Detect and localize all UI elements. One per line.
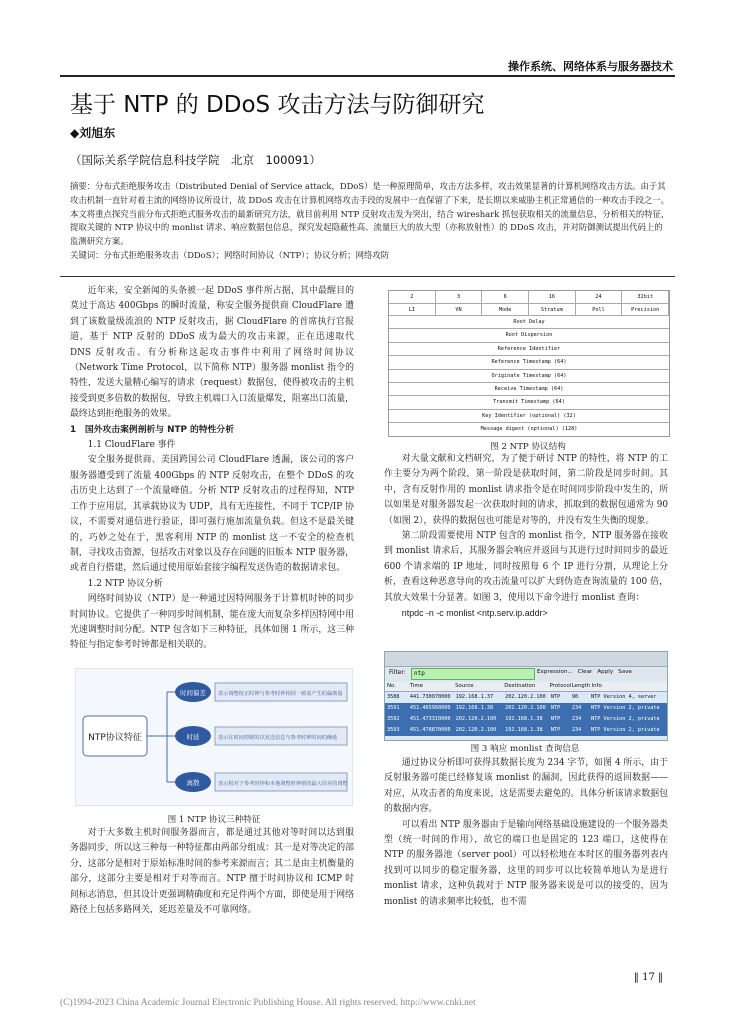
fig3-filter-button: Clear — [577, 669, 593, 675]
fig1-node-1-label: 时间偏差 — [180, 689, 206, 697]
abstract-block — [70, 180, 670, 263]
page-number: ‖ 17 ‖ — [633, 972, 663, 983]
paragraph: 对于大多数主机时间服务器而言，都是通过其他对等时间以达到服务器同步，所以这三种每一种特征都由两部分组成：其一是对等决定的部分，这部分是相对于原始标准时间的参考来源而言；其二是由主机衡量的部分，这部分主要是相对于对等而言。NTP 擅于时间协议和 ICMP 时间标志消息，但其设计更强调精确度和充足件两个方面，即使是用于网络路径上包括多路网关，延迟差量及不可靠网络。 — [70, 828, 354, 916]
fig2-cell: VN — [436, 304, 483, 316]
fig3-packet-cell: NTP Version 2, private — [590, 727, 660, 733]
fig3-column-label: Info — [591, 683, 602, 689]
fig3-filter-label: Filter: — [389, 669, 406, 676]
figure-1-caption: 图 1 NTP 协议三种特征 — [167, 815, 261, 825]
fig2-field-row: Key Identifier (optional) (32) — [389, 409, 669, 422]
paragraph: 可以看出 NTP 服务器由于是输向网络基础设施建设的一个服务器类型（统一时间的作用），故它的端口也是固定的 123 端口，这使得在 NTP 的服务器池（server pool）可以轻松地在本时区的服务器列表内找到可以同步的稳定服务器，这里的同步可以比较简单地认为是进行 monlist 请求，这种负载对于 NTP 服务器来说是可以的接受的，因为 monlist 的请求频率比较低，也不需 — [384, 819, 668, 907]
fig3-packet-cell: 3593 — [387, 727, 400, 733]
fig1-center-label: NTP协议特征 — [88, 733, 142, 743]
fig1-node-3-label: 离散 — [186, 779, 200, 787]
fig3-column-label: Destination — [504, 683, 536, 689]
subsection-heading: 1.1 CloudFlare 事件 — [87, 440, 176, 451]
fig3-packet-cell: 192.168.1.38 — [455, 705, 494, 711]
fig3-column-label: No. — [387, 683, 396, 689]
fig3-packet-row — [385, 714, 667, 725]
fig3-packet-cell: 202.120.2.100 — [505, 694, 546, 700]
right-column — [384, 452, 668, 621]
fig2-field-row: Root Delay — [389, 315, 669, 328]
figure-2 — [388, 290, 670, 437]
fig3-filter-button: Expression... — [537, 669, 573, 675]
fig2-bit-row — [389, 291, 669, 303]
figure-1 — [75, 668, 353, 806]
paragraph: 通过协议分析即可获得其数据长度为 234 字节，如图 4 所示，由于反射服务器可能已经修复该 monlist 的漏洞，因此获得的返回数据——对应，从攻击者的角度来说，这是需要去避免的。具体分析该请求数据包的数据内容。 — [384, 758, 668, 815]
fig2-cell: Stratum — [529, 304, 576, 316]
fig3-filter-button: Save — [618, 669, 632, 675]
figure-2-caption: 图 2 NTP 协议结构 — [490, 442, 566, 452]
fig3-toolbar — [385, 652, 667, 667]
paragraph: 网络时间协议（NTP）是一种通过因特网服务于计算机时钟的同步时间协议。它提供了一种同步时间机制，能在庞大而复杂多样因特网中用光速调整时间分配。NTP 包含如下三种特征，具体如图 1 所示，这三种特征与指定参考时钟都是相关联的。 — [70, 594, 354, 651]
header-rule — [60, 75, 675, 77]
fig3-column-label: Protocol — [549, 683, 572, 689]
article-title: 基于 NTP 的 DDoS 攻击方法与防御研究 — [70, 92, 485, 118]
fig1-desc-2: 表示在时间控制的以发送信息与参考时钟时间的确延 — [218, 735, 338, 741]
fig3-packet-cell: NTP Version 4, server — [590, 694, 657, 700]
fig2-cell: 16 — [529, 291, 576, 303]
fig2-field-row: Root Dispersion — [389, 328, 669, 341]
fig3-packet-cell: 202.120.2.100 — [505, 705, 546, 711]
fig3-column-label: Length — [571, 683, 591, 689]
left-column-lower — [70, 826, 354, 918]
fig2-cell: LI — [389, 304, 436, 316]
fig3-packet-cell: NTP Version 2, private — [590, 716, 660, 722]
fig3-packet-cell: 3591 — [387, 705, 400, 711]
fig3-column-label: Time — [409, 683, 423, 689]
right-column-lower — [384, 756, 668, 910]
fig2-field-row: Originate Timestamp (64) — [389, 369, 669, 382]
fig3-packet-cell: 3592 — [387, 716, 400, 722]
fig3-packet-cell: 234 — [571, 727, 582, 733]
fig3-packet-cell: 192.168.1.38 — [505, 727, 543, 733]
abstract-rule — [60, 276, 675, 277]
fig2-cell: 32bit — [622, 291, 669, 303]
fig2-cell: 24 — [576, 291, 623, 303]
fig2-cell: 3 — [436, 291, 483, 303]
fig3-packet-cell: 3588 — [387, 694, 400, 700]
fig2-cell: 6 — [482, 291, 529, 303]
fig2-field-row: Receive Timestamp (64) — [389, 382, 669, 395]
fig2-cell: 2 — [389, 291, 436, 303]
fig3-filter-button: Apply — [597, 669, 614, 675]
figure-3 — [384, 651, 668, 741]
fig3-packet-cell: 451.465960000 — [409, 705, 451, 711]
fig3-packet-list — [385, 692, 667, 736]
author: ◆刘旭东 — [70, 126, 116, 140]
fig2-field-row: Reference Identifier — [389, 342, 669, 355]
fig3-filter-buttons — [537, 669, 632, 675]
fig3-packet-cell: 90 — [571, 694, 579, 700]
fig1-node-2-label: 时延 — [186, 733, 200, 741]
figure-3-caption: 图 3 响应 monlist 查询信息 — [470, 744, 580, 754]
fig3-packet-cell: 451.473310000 — [409, 716, 451, 722]
fig1-desc-3: 表示相对于参考时钟和本地调整时钟值的最大误差的调整 — [218, 781, 348, 787]
fig3-column-label: Source — [455, 683, 474, 689]
fig3-packet-row — [385, 703, 667, 714]
fig3-packet-cell: 234 — [571, 716, 582, 722]
fig2-cell: Precision — [622, 304, 669, 316]
fig2-cell: Poll — [576, 304, 623, 316]
fig2-field-row: Reference Timestamp (64) — [389, 355, 669, 368]
fig1-desc-1: 表示调整校正时钟与参考时钟相同一致需产生的偏离量 — [218, 691, 343, 697]
paragraph: 对大量文献和文档研究，为了便于研讨 NTP 的特性，将 NTP 的工作主要分为两个阶段，第一阶段是获取时间，第二阶段是同步时间。其中，含有反射作用的 monlist 请求指令是在时间同步阶段中发生的，所以如果是对服务器发起一次获取时间的请求，抓取到的数据包通常为 90（如图 2），获得的数据包也可能是对等的，并没有发生失衡的现象。 — [384, 454, 668, 526]
fig3-column-header — [385, 682, 667, 692]
command-line: ntpdc -n -c monlist <ntp.serv.ip.addr> — [401, 608, 548, 619]
paragraph: 安全服务提供商、美国跨国公司 CloudFlare 透漏，该公司的客户服务器遭受到了流量 400Gbps 的 NTP 反射攻击，在整个 DDoS 的攻击历史上达到了一个流量峰值。分析 NTP 反射攻击的过程得知，NTP 工作于应用层，其承载协议为 UDP，具有无连接性，不同于 TCP/IP 协议，不需要对通信进行验证，即可强行施加流量负载。但这不是最关键的，巧妙之处在于，黑客利用 NTP 的 monlist 这一不安全的检查机制，寻找攻击资源，包括攻击对象以及存在问题的旧版本 NTP 服务器，或者自行搭建，然后通过使用原始套接字编程发送伪造的数据请求包。 — [70, 455, 354, 574]
abstract-text: 摘要：分布式拒绝服务攻击（Distributed Denial of Service attack，DDoS）是一种原理简单，攻击方法多样，攻击效果显著的计算机网络攻击方法。由于其攻击机制一直针对着主流的网络协议所设计，故 DDoS 攻击在计算机网络攻击手段的发展中一直保留了下来，是长期以来威胁主机正常通信的一种攻击手段之一。本文将重点探究当前分布式拒绝式服务攻击的最新研究方法，就目前利用 NTP 反射攻击发为突出，结合 wireshark 抓包获取相关的流量信息，分析相关的特征，提取关键的 NTP 协议中的 monlist 请求、响应数据包信息，探究发起隐蔽性高、流量巨大的放大型（亦称放射性）的 DDoS 攻击，并对防御测试提出代码上的监测研究方案。 — [70, 181, 670, 247]
affiliation: （国际关系学院信息科技学院 北京 100091） — [70, 153, 321, 167]
section-tag: 操作系统、网络体系与服务器技术 — [508, 60, 673, 73]
fig3-packet-cell: NTP — [550, 727, 561, 733]
fig3-packet-cell: 192.168.1.37 — [455, 694, 494, 700]
fig3-packet-cell: NTP — [550, 705, 561, 711]
fig3-packet-row — [385, 725, 667, 736]
section-heading: 1 国外攻击案例剖析与 NTP 的特性分析 — [70, 424, 235, 435]
fig2-field-row: Message digest (optional) (128) — [389, 422, 669, 435]
fig3-packet-cell: 192.168.1.38 — [505, 716, 543, 722]
copyright-footer: (C)1994-2023 China Academic Journal Electronic Publishing House. All rights reserved. http://www.cnki.net — [60, 998, 476, 1008]
figure-1-diagram — [75, 668, 353, 806]
fig2-cell: Mode — [482, 304, 529, 316]
fig3-packet-cell: 451.478870000 — [409, 727, 451, 733]
left-column — [70, 284, 354, 654]
fig3-packet-cell: 441.730070000 — [409, 694, 451, 700]
fig3-filter-input: ntp — [411, 668, 535, 680]
keywords: 关键词：分布式拒绝服务攻击（DDoS）；网络时间协议（NTP）；协议分析；网络攻防 — [70, 249, 390, 260]
paragraph: 近年来，安全新闻的头条被一起 DDoS 事件所占据，其中最醒目的莫过于高达 400Gbps 的瞬时流量，称安全服务提供商 CloudFlare 遭到了该数量级流浪的 NTP 反射攻击，据 CloudFlare 的首席执行官报道，基于 NTP 反射的 DDoS 成为最大的攻击来源，正在迅速取代 DNS 反射攻击。有分析称这起攻击事件中利用了网络时间协议（Network Time Protocol，以下简称 NTP）服务器 monlist 指令的特性，发送大量精心编写的请求（request）数据包，使得被攻击的主机接受到更多倍数的数据包，导致主机端口入口流量爆发，阻塞出口流量，最终达到拒绝服务的效果。 — [70, 286, 354, 420]
subsection-heading: 1.2 NTP 协议分析 — [87, 578, 163, 589]
fig3-packet-cell: NTP Version 2, private — [590, 705, 660, 711]
fig3-packet-cell: NTP — [550, 694, 561, 700]
fig3-packet-cell: NTP — [550, 716, 561, 722]
fig2-field-row: Transmit Timestamp (64) — [389, 395, 669, 408]
paragraph: 第二阶段需要使用 NTP 包含的 monlist 指令，NTP 服务器在接收到 monlist 请求后，其服务器会响应并返回与其进行过时间同步的最近 600 个请求端的 IP 地址，同时按照每 6 个 IP 进行分割，从理论上分析，查看这种恶意导向的攻击流量可以扩大到伪造查询流量的 100 倍，其放大效果十分显著。如图 3，使用以下命令进行 monlist 查询： — [384, 531, 668, 603]
fig3-packet-row — [385, 692, 667, 703]
fig3-packet-cell: 202.120.2.100 — [455, 716, 497, 722]
fig3-packet-cell: 202.120.2.100 — [455, 727, 497, 733]
fig3-packet-cell: 234 — [571, 705, 582, 711]
